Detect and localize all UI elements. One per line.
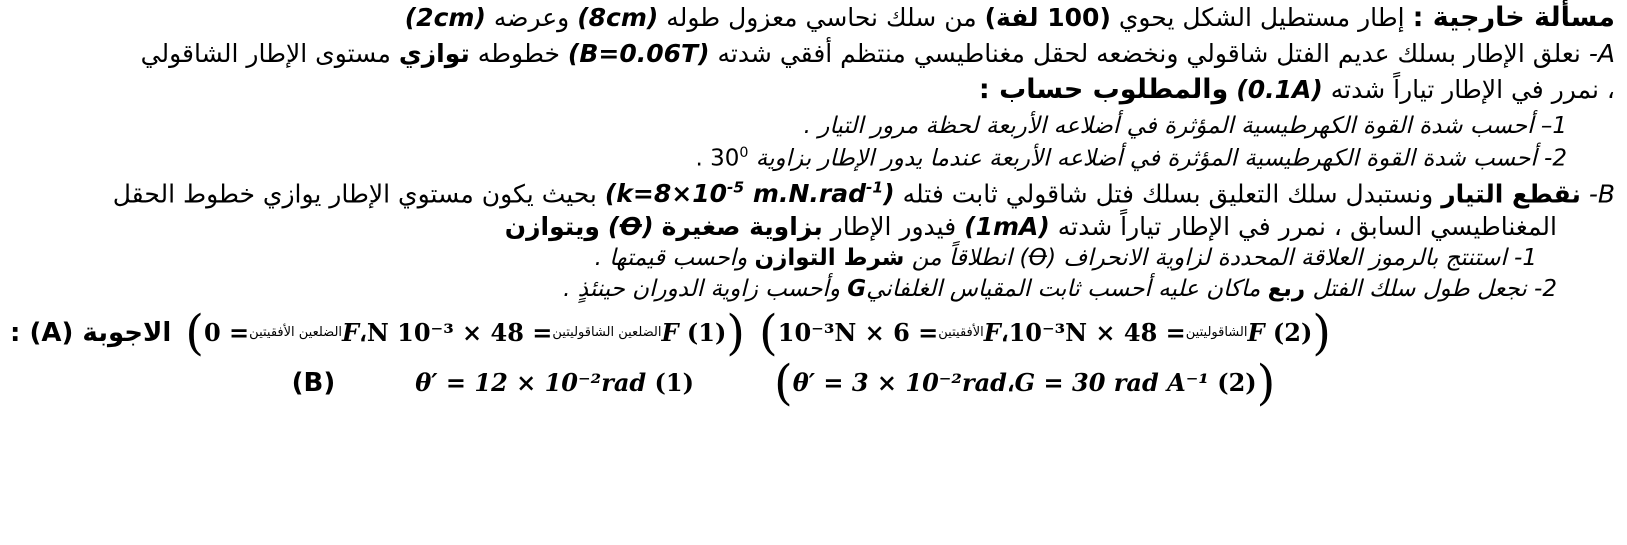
answer-a2-sep: ،	[1000, 318, 1009, 348]
answers-label-b: (B)	[291, 367, 336, 398]
part-b-line2-text-2: فيدور الإطار	[830, 211, 957, 241]
part-a-line-1	[0, 41, 1627, 66]
part-b-line2-text-1: المغناطيسي السابق ، نمرر في الإطار تياراً شدته	[1057, 211, 1557, 241]
question-b2-bold-quarter: ربع	[1267, 275, 1306, 302]
magnetic-field-value: (B=0.06T)	[567, 39, 710, 68]
answers-label-a	[10, 318, 171, 348]
theta-symbol: (Ꝋ)	[607, 211, 654, 241]
part-a-line-2	[0, 76, 1627, 103]
coil-turns: (100 لفة)	[984, 3, 1111, 32]
answer-b1-group	[415, 368, 694, 397]
answer-a1-expr2-value: = 0	[204, 318, 250, 348]
question-b2-text-b: ماكان عليه أحسب ثابت المقياس الغلفاني	[866, 275, 1261, 302]
question-b2-text-c: وأحسب زاوية الدوران حينئذٍ .	[563, 275, 840, 302]
question-a2	[0, 146, 1627, 171]
galvanometer-constant-symbol: G	[847, 275, 867, 302]
answer-b2-expr1: G = 30 rad A⁻¹	[1014, 368, 1209, 398]
torsion-constant-value: ($k=8\times 10^{-5}$ m.N.rad$^{-1}$)	[604, 178, 895, 208]
part-a-text-1: نعلق الإطار بسلك عديم الفتل شاقولي ونخضعه لحقل مغناطيسي منتظم أفقي شدته	[717, 39, 1581, 68]
answer-b1-index: (1)	[654, 368, 694, 398]
answers-row-a	[0, 304, 1627, 361]
answer-a2-expr2-sub: الأفقيتين	[938, 325, 984, 341]
answer-a1-expr2-symbol: F	[342, 318, 360, 348]
question-b1-text-c: واحسب قيمتها .	[594, 244, 748, 271]
answer-b2-group: ( (2) G = 30 rad A⁻¹ ، θ′ = 3 × 10⁻²rad )	[773, 354, 1276, 411]
title-text-2: من سلك نحاسي معزول طوله	[666, 3, 977, 32]
question-b1-bold-condition: شرط التوازن	[754, 244, 905, 271]
frame-length: (8cm)	[577, 3, 659, 32]
part-a-marker: A-	[1588, 39, 1615, 68]
question-b1-theta: Ꝋ	[1028, 244, 1048, 271]
question-b2-text-a: 2- نجعل طول سلك الفتل	[1312, 275, 1557, 302]
part-b-text-2: بحيث يكون مستوي الإطار يوازي خطوط الحقل	[112, 178, 597, 208]
title-text-1: إطار مستطيل الشكل يحوي	[1118, 3, 1405, 32]
part-b-bold-cut-current: نقطع التيار	[1441, 178, 1581, 208]
answer-b2-index: (2)	[1217, 368, 1257, 398]
answer-a2-expr1-value: = 48 × 10⁻³N	[1008, 318, 1186, 348]
question-a2-text: 2- أحسب شدة القوة الكهرطيسية المؤثرة في أضلاعه الأربعة عندما يدور الإطار بزاوية	[755, 145, 1567, 172]
answer-a1-expr1-sub: الضلعين الشاقوليتين	[552, 325, 662, 341]
part-b-text-1: ونستبدل سلك التعليق بسلك فتل شاقولي ثابت فتله	[902, 178, 1434, 208]
answers-label-a-text: (A) :	[10, 317, 74, 348]
document-page	[0, 4, 1627, 545]
question-b1-text-b: ) انطلاقاً من	[911, 244, 1029, 271]
required-label: والمطلوب حساب :	[978, 74, 1229, 105]
part-a-text-3: مستوى الإطار الشاقولي	[140, 39, 391, 68]
question-b2	[0, 275, 1627, 302]
frame-width: (2cm)	[404, 3, 486, 32]
current-value: (0.1A)	[1236, 75, 1323, 104]
question-a1	[0, 115, 1627, 138]
answer-b1-expr: θ′ = 12 × 10⁻²rad	[415, 368, 647, 398]
question-a1-text: 1– أحسب شدة القوة الكهرطيسية المؤثرة في أضلاعه الأربعة لحظة مرور التيار .	[803, 113, 1567, 139]
part-b-marker: B-	[1588, 178, 1615, 208]
question-b1-text-a: 1- استنتج بالرموز العلاقة المحددة لزاوية الانحراف (	[1047, 244, 1537, 271]
part-a-text-2: خطوطه	[477, 39, 560, 68]
answer-a1-expr2-sub: الضلعين الأفقيتين	[249, 325, 343, 341]
answer-b2-sep: ،	[1006, 368, 1015, 398]
answer-a2-expr2-value: = 6 × 10⁻³N	[777, 318, 939, 348]
answers-block	[0, 304, 1627, 411]
answer-a1-expr1-symbol: F	[661, 318, 679, 348]
part-b-line-2	[0, 211, 1627, 241]
question-a2-angle-degree: 0	[739, 145, 749, 161]
problem-title-label: مسألة خارجية :	[1412, 2, 1615, 33]
part-b-line-1	[0, 178, 1627, 208]
answers-word: الاجوبة	[82, 317, 172, 348]
answer-a2-index: (2)	[1272, 318, 1313, 348]
part-a-bold-parallel: توازي	[398, 39, 470, 68]
part-b-bold-small-angle: بزاوية صغيرة	[661, 211, 823, 241]
part-b-current-value: (1mA)	[964, 211, 1050, 241]
problem-title-line	[0, 4, 1627, 31]
answer-a2-group: ( (2) F الشاقوليتين = 48 × 10⁻³N ، F الأفقيتين = 6 × 10⁻³N )	[759, 304, 1332, 361]
question-a2-end: .	[695, 145, 703, 172]
answer-a2-expr1-sub: الشاقوليتين	[1185, 325, 1248, 341]
answer-a1-expr1-value: = 48 × 10⁻³ N	[366, 318, 553, 348]
answer-a1-sep: ،	[359, 318, 367, 348]
question-a2-angle: 30	[710, 145, 740, 172]
part-a-line2-text: ، نمرر في الإطار تياراً شدته	[1330, 75, 1615, 104]
title-text-3: وعرضه	[493, 3, 570, 32]
answers-row-b	[0, 354, 1627, 411]
answer-a2-expr2-symbol: F	[983, 318, 1001, 348]
answer-a1-group: ( (1) F الضلعين الشاقوليتين = 48 × 10⁻³ N ، F الضلعين الأفقيتين = 0 )	[185, 304, 746, 361]
part-b-bold-equilibrium: ويتوازن	[504, 211, 600, 241]
answer-a2-expr1-symbol: F	[1247, 318, 1265, 348]
question-b1	[0, 244, 1627, 271]
answer-a1-index: (1)	[686, 318, 727, 348]
answer-b2-expr2: θ′ = 3 × 10⁻²rad	[792, 368, 1007, 398]
